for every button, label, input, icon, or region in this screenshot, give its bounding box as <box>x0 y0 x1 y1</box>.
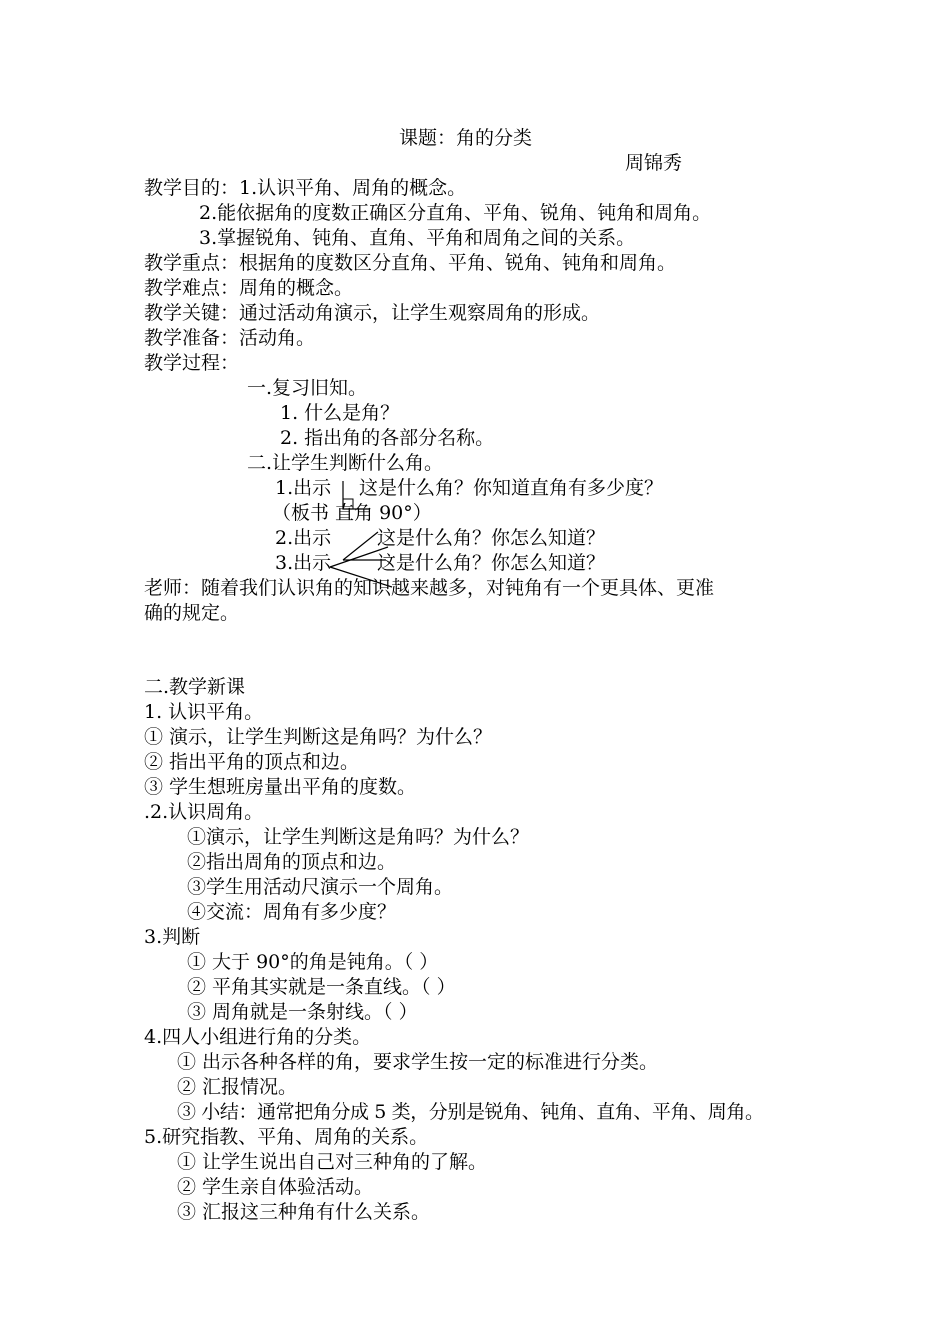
section-4-item-a: ① 出示各种各样的角，要求学生按一定的标准进行分类。 <box>177 1051 659 1073</box>
show-2-text: 这是什么角？你怎么知道？ <box>377 527 606 549</box>
lesson-title: 课题：角的分类 <box>399 127 533 149</box>
section-4-item-c: ③ 小结：通常把角分成 5 类，分别是锐角、钝角、直角、平角、周角。 <box>177 1101 764 1123</box>
teaching-prep: 教学准备：活动角。 <box>144 327 316 349</box>
new-lesson-heading: 二.教学新课 <box>144 676 246 698</box>
section-3-title: 3.判断 <box>144 926 201 948</box>
section-2-item-b: ②指出周角的顶点和边。 <box>187 851 397 873</box>
section-2-item-c: ③学生用活动尺演示一个周角。 <box>187 876 454 898</box>
section-1-item-a: ① 演示，让学生判断这是角吗？为什么？ <box>144 726 493 748</box>
teaching-process: 教学过程： <box>144 352 240 374</box>
show-3-text: 这是什么角？你怎么知道？ <box>377 552 606 574</box>
section-5-title: 5.研究指教、平角、周角的关系。 <box>144 1126 429 1148</box>
section-2-item-a: ①演示，让学生判断这是角吗？为什么？ <box>187 826 530 848</box>
review-question-2: 2. 指出角的各部分名称。 <box>280 427 495 449</box>
section-1-title: 1. 认识平角。 <box>144 701 264 723</box>
section-3-item-c: ③ 周角就是一条射线。（ ） <box>187 1001 418 1023</box>
section-5-item-b: ② 学生亲自体验活动。 <box>177 1176 374 1198</box>
show-1-label: 1.出示 <box>275 477 332 499</box>
board-note: （板书 直角 90°） <box>272 502 432 524</box>
teacher-remark-line-1: 老师：随着我们认识角的知识越来越多，对钝角有一个更具体、更准 <box>144 577 715 599</box>
section-4-item-b: ② 汇报情况。 <box>177 1076 298 1098</box>
show-3-label: 3.出示 <box>275 552 332 574</box>
show-1-text: 这是什么角？你知道直角有多少度？ <box>359 477 664 499</box>
section-2-title: .2.认识周角。 <box>144 801 264 823</box>
teaching-goal-3: 3.掌握锐角、钝角、直角、平角和周角之间的关系。 <box>199 227 636 249</box>
review-heading: 一.复习旧知。 <box>247 377 368 399</box>
right-angle-figure <box>336 480 376 520</box>
teacher-remark-line-2: 确的规定。 <box>144 602 240 624</box>
section-1-item-b: ② 指出平角的顶点和边。 <box>144 751 360 773</box>
review-question-1: 1. 什么是角？ <box>280 402 400 424</box>
section-3-item-b: ② 平角其实就是一条直线。（ ） <box>187 976 456 998</box>
teaching-key: 教学关键：通过活动角演示，让学生观察周角的形成。 <box>144 302 601 324</box>
teaching-goal-2: 2.能依据角的度数正确区分直角、平角、锐角、钝角和周角。 <box>199 202 712 224</box>
section-5-item-a: ① 让学生说出自己对三种角的了解。 <box>177 1151 488 1173</box>
section-4-title: 4.四人小组进行角的分类。 <box>144 1026 372 1048</box>
section-3-item-a: ① 大于 90°的角是钝角。（ ） <box>187 951 439 973</box>
section-2-item-d: ④交流：周角有多少度？ <box>187 901 397 923</box>
section-5-item-c: ③ 汇报这三种角有什么关系。 <box>177 1201 431 1223</box>
judge-heading: 二.让学生判断什么角。 <box>247 452 444 474</box>
section-1-item-c: ③ 学生想班房量出平角的度数。 <box>144 776 417 798</box>
author-name: 周锦秀 <box>625 152 683 174</box>
teaching-difficulty: 教学难点：周角的概念。 <box>144 277 354 299</box>
show-2-label: 2.出示 <box>275 527 332 549</box>
teaching-key-point: 教学重点：根据角的度数区分直角、平角、锐角、钝角和周角。 <box>144 252 677 274</box>
teaching-goal-1: 教学目的：1.认识平角、周角的概念。 <box>144 177 467 199</box>
